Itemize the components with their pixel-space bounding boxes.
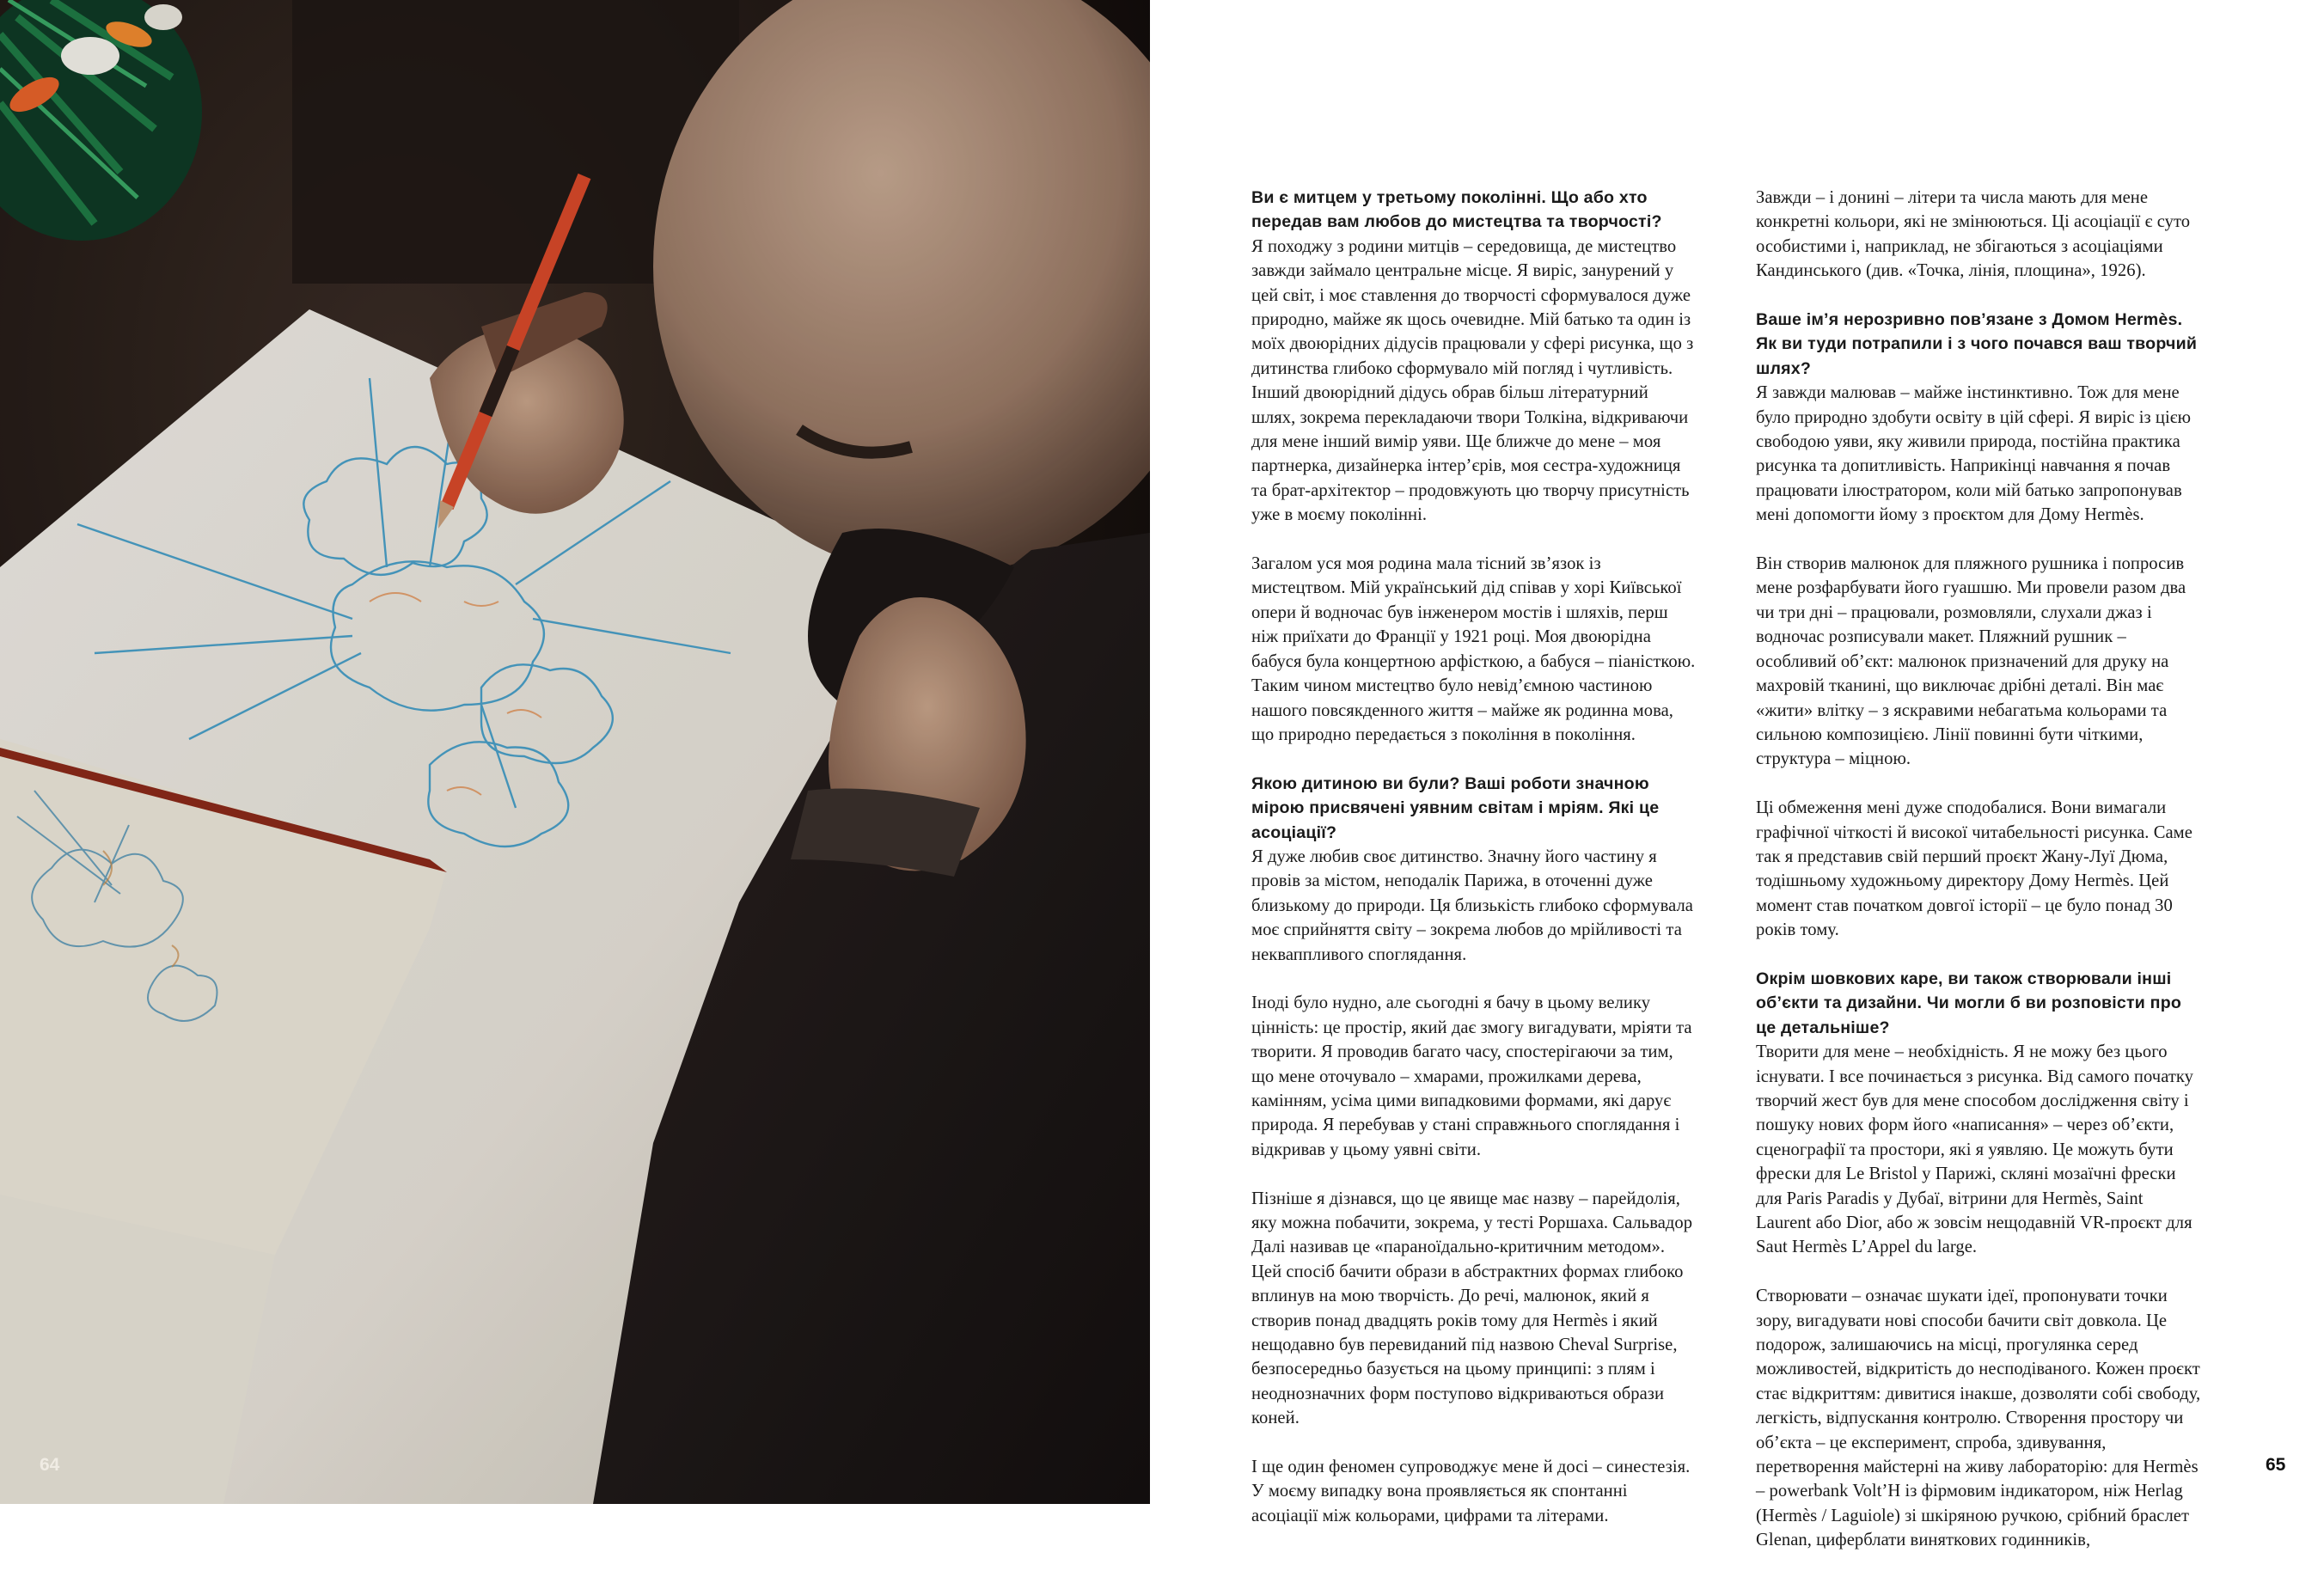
interview-question: Окрім шовкових каре, ви також створювали інші об’єкти та дизайни. Чи могли б ви розповісти про це детальніше?: [1756, 969, 2182, 1037]
text-column-left: [1251, 186, 1697, 1553]
interview-paragraph: Я дуже любив своє дитинство. Значну його частину я провів за містом, неподалік Парижа, в оточенні дуже близькому до природи. Ця близькість глибоко сформувала моє сприйняття світу – зокрема любов до мрійливості та некваппливого споглядання.: [1251, 847, 1693, 964]
page-number-right: 65: [2266, 1455, 2286, 1475]
interview-question: Якою дитиною ви були? Ваші роботи значною мірою присвячені уявним світам і мріям. Які це асоціації?: [1251, 773, 1660, 842]
page-number-left: 64: [40, 1455, 60, 1475]
interview-question: Ви є митцем у третьому поколінні. Що або хто передав вам любов до мистецтва та творчості?: [1251, 188, 1662, 232]
interview-paragraph: Я походжу з родини митців – середовища, де мистецтво завжди займало центральне місце. Я виріс, занурений у цей світ, і моє ставлення до творчості сформувалося дуже природно, майже як щось очевидне. Мій батько та один із моїх двоюрідних дідусів працювали у сфері рисунка, що з дитинства глибоко сформувало мій погляд і чутливість. Інший двоюрідний дідусь обрав більш літературний шлях, зокрема перекладаючи твори Толкіна, відкриваючи для мене інший вимір уяви. Ще ближче до мене – моя партнерка, дизайнерка інтер’єрів, моя сестра-художниця та брат-архітектор – продовжують цю творчу присутність уже в моєму поколінні.: [1251, 236, 1694, 525]
photo-illustration: [0, 0, 1150, 1504]
text-column-right: [1756, 186, 2201, 1577]
interview-paragraph: Іноді було нудно, але сьогодні я бачу в цьому велику цінність: це простір, який дає змогу вигадувати, мріяти та творити. Я проводив багато часу, спостерігаючи за тим, що мене оточувало – хмарами, прожилками дерева, камінням, усіма цими випадковими формами, які дарує природа. Я перебував у стані справжнього споглядання і відкривав у цьому уявні світи.: [1251, 993, 1692, 1159]
interview-paragraph: Пізніше я дізнався, що це явище має назву – парейдолія, яку можна побачити, зокрема, у тесті Роршаха. Сальвадор Далі називав це «параноїдально-критичним методом». Цей спосіб бачити образи в абстрактних формах глибоко вплинув на мою творчість. До речі, малюнок, який я створив понад двадцять років тому для Hermès і який нещодавно був перевиданий під назвою Cheval Surprise, безпосередньо базується на цьому принципі: з плям і неоднозначних форм поступово відкриваються образи коней.: [1251, 1189, 1693, 1428]
interview-paragraph: Творити для мене – необхідність. Я не можу без цього існувати. І все починається з рисунка. Від самого початку творчий жест був для мене способом дослідження світу і пошуку нових форм його «написання» – через об’єкти, сценографії та простори, які я уявляю. Це можуть бути фрески для Le Bristol у Парижі, скляні мозаїчні фрески для Paris Paradis у Дубаї, вітрини для Hermès, Saint Laurent або Dior, або ж зовсім нещодавній VR-проєкт для Saut Hermès L’Appel du large.: [1756, 1042, 2194, 1257]
interview-question: Ваше ім’я нерозривно пов’язане з Домом Hermès. Як ви туди потрапили і з чого почався ваш творчий шлях?: [1756, 310, 2198, 378]
interview-paragraph: Він створив малюнок для пляжного рушника і попросив мене розфарбувати його гуашшю. Ми провели разом два чи три дні – працювали, розмовляли, слухали джаз і водночас розписували макет. Пляжний рушник – особливий об’єкт: малюнок призначений для друку на махровій тканині, що виключає дрібні деталі. Він має «жити» влітку – з яскравими небагатьма кольорами та сильною композицією. Лінії повинні бути чіткими, структура – міцною.: [1756, 554, 2186, 769]
interview-paragraph: Я завжди малював – майже інстинктивно. Тож для мене було природно здобути освіту в цій сфері. Я виріс із цією свободою уяви, яку живили природа, постійна практика рисунка та допитливість. Наприкінці навчання я почав працювати ілюстратором, коли мій батько запропонував мені допомогти йому з проєктом для Дому Hermès.: [1756, 383, 2192, 525]
interview-paragraph: І ще один феномен супроводжує мене й досі – синестезія. У моєму випадку вона проявляється як спонтанні асоціації між кольорами, цифрами та літерами.: [1251, 1458, 1691, 1525]
interview-paragraph: Ці обмеження мені дуже сподобалися. Вони вимагали графічної чіткості й високої читабельності рисунка. Саме так я представив свій перший проєкт Жану-Луї Дюма, тодішньому художньому директору Дому Hermès. Цей момент став початком довгої історії – це було понад 30 років тому.: [1756, 798, 2193, 940]
interview-paragraph: Створювати – означає шукати ідеї, пропонувати точки зору, вигадувати нові способи бачити світ довкола. Це подорож, залишаючись на місці, прогулянка серед можливостей, відкритість до несподіваного. Кожен проєкт стає відкриттям: дивитися інакше, дозволяти собі свободу, легкість, відпускання контролю. Створення простору чи об’єкта – це експеримент, спроба, здивування, перетворення майстерні на живу лабораторію: для Hermès – powerbank Volt’H із фірмовим індикатором, ніж Herlag (Hermès / Laguiole) зі шкіряною ручкою, срібний браслет Glenan, циферблати виняткових годинників,: [1756, 1287, 2201, 1550]
interview-paragraph: Завжди – і донині – літери та числа мають для мене конкретні кольори, які не змінюються. Ці асоціації є суто особистими і, наприклад, не збігаються з асоціаціями Кандинського (див. «Точка, лінія, площина», 1926).: [1756, 188, 2191, 281]
interview-paragraph: Загалом уся моя родина мала тісний зв’язок із мистецтвом. Мій український дід співав у хорі Київської опери й водночас був інженером мостів і шляхів, перш ніж приїхати до Франції у 1921 році. Моя двоюрідна бабуся була концертною арфісткою, а бабуся – піаністкою. Таким чином мистецтво було невід’ємною частиною нашого повсякденного життя – майже як родинна мова, що природно передається з покоління в покоління.: [1251, 554, 1696, 744]
artist-drawing-photo: [0, 0, 1150, 1504]
article-text-page: [1150, 0, 2324, 1550]
